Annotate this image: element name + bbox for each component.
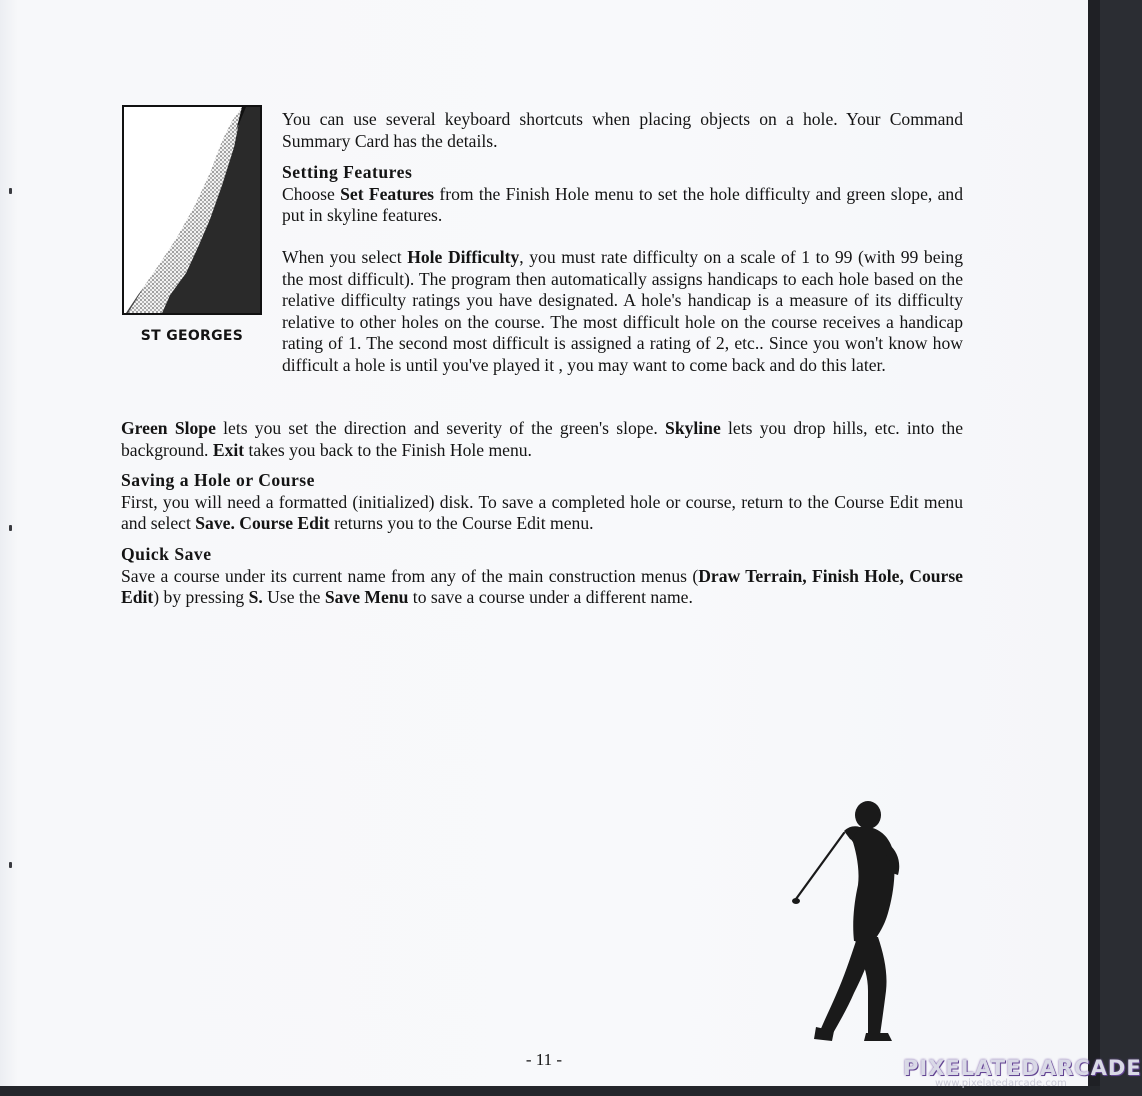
quick-save-heading: Quick Save <box>121 544 212 564</box>
watermark-logo: PIXELATEDARCADE <box>903 1056 1142 1080</box>
green-slope-paragraph <box>121 418 963 461</box>
text-run: First, you will need a formatted (initialized) disk. To save a completed hole or course, return to the Course Edit menu and select <box>121 491 963 533</box>
text-run: Choose <box>282 183 341 204</box>
hole-map-figure <box>122 105 262 315</box>
quick-save-paragraph <box>121 566 963 609</box>
intro-paragraph: You can use several keyboard shortcuts when placing objects on a hole. Your Command Summary Card has the details. <box>282 109 963 151</box>
text-run: returns you to the Course Edit menu. <box>329 513 594 533</box>
watermark-url: www.pixelatedarcade.com <box>935 1078 1067 1089</box>
shortcut-key: S. <box>248 587 263 607</box>
save-menu-term: Save Menu <box>324 587 409 607</box>
text-run: to save a course under a different name. <box>408 587 693 607</box>
hole-difficulty-section <box>282 247 963 376</box>
setting-features-section <box>282 162 963 227</box>
text-run: takes you back to the Finish Hole menu. <box>244 439 532 460</box>
set-features-term: Set Features <box>340 183 435 204</box>
green-slope-section <box>121 418 963 461</box>
text-run: When you select <box>282 247 408 267</box>
binding-mark <box>9 525 12 531</box>
text-run: Save a course under its current name from any of the main construction menus ( <box>121 565 699 586</box>
figure-caption: ST GEORGES <box>140 328 244 344</box>
saving-paragraph <box>121 492 963 535</box>
text-run: from the Finish Hole menu to set the hole difficulty and green slope, and put in skyline features. <box>282 183 964 225</box>
page-number: - 11 - <box>525 1050 563 1069</box>
menus-term: Draw Terrain, Finish Hole, Course Edit <box>121 565 963 607</box>
setting-features-paragraph <box>282 184 963 227</box>
quick-save-section <box>121 544 963 609</box>
binding-mark <box>9 862 12 868</box>
course-edit-term: Course Edit <box>239 513 330 533</box>
binding-mark <box>9 188 12 194</box>
text-run: Use the <box>262 587 325 607</box>
exit-term: Exit <box>212 439 245 460</box>
green-slope-term: Green Slope <box>121 418 216 438</box>
save-term: Save. <box>195 513 235 533</box>
text-run: ) by pressing <box>153 587 249 607</box>
saving-section <box>121 470 963 535</box>
hole-difficulty-paragraph <box>282 247 963 376</box>
text-run: lets you drop hills, etc. into the background. <box>121 418 964 460</box>
intro-block <box>282 109 963 152</box>
skyline-term: Skyline <box>665 418 721 438</box>
golf-hole-map-icon <box>124 107 260 313</box>
hole-difficulty-term: Hole Difficulty <box>407 247 520 267</box>
page-edge-right <box>1088 0 1100 1096</box>
setting-features-heading: Setting Features <box>282 162 413 182</box>
text-run: lets you set the direction and severity of the green's slope. <box>215 418 666 438</box>
golfer-silhouette-icon <box>788 795 938 1045</box>
saving-heading: Saving a Hole or Course <box>121 470 315 490</box>
text-run: , you must rate difficulty on a scale of 1 to 99 (with 99 being the most difficult). The program then automatically assigns handicaps to each hole based on the relative difficulty ratings you have designated. A hole's handicap is a measure of its difficulty relative to other holes on the course. The most difficult hole on the course receives a handicap rating of 1. The second most difficult is assigned a rating of 2, etc.. Since you won't know how difficult a hole is until you've played it , you may want to come back and do this later. <box>282 247 963 375</box>
